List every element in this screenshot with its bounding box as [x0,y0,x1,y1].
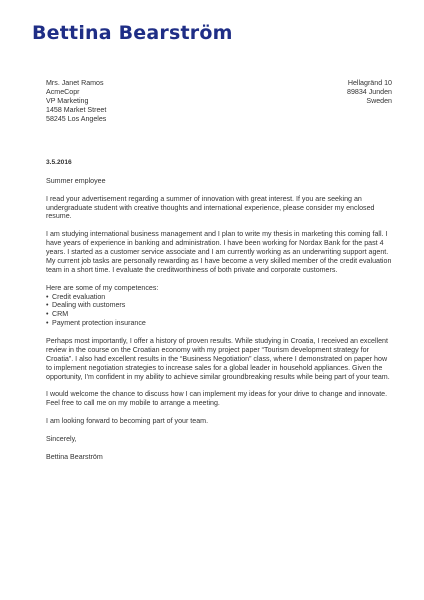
closing: Sincerely, [46,434,77,443]
list-item: • CRM [46,310,392,319]
competences-list [46,293,392,329]
sender-address [347,79,392,106]
recipient-company: AcmeCopr [46,87,80,96]
paragraph-meeting: I would welcome the chance to discuss how I can implement my ideas for your drive to change and innovate. Feel free to call me on my mobile to arrange a meeting. [46,390,388,408]
letter-subject: Summer employee [46,176,106,185]
sender-street: Hellagränd 10 [347,79,392,87]
sender-city: 89834 Junden [347,87,392,96]
letter-date: 3.5.2016 [46,159,72,166]
sender-country: Sweden [366,96,392,105]
recipient-address [46,79,106,124]
recipient-street: 1458 Market Street [46,105,107,114]
list-item: • Credit evaluation [46,293,392,302]
recipient-city: 58245 Los Angeles [46,114,107,123]
list-item: • Dealing with customers [46,301,392,310]
recipient-title: VP Marketing [46,96,89,105]
letter-body [46,159,392,471]
paragraph-intro: I read your advertisement regarding a summer of innovation with great interest. If you are seeking an undergraduate student with creative thoughts and international experience, please consider my enclosed resume. [46,194,375,221]
paragraph-results: Perhaps most importantly, I offer a history of proven results. While studying in Croatia, I received an excellent review in the course on the Croatian economy with my project paper “Tourism development strategy for Croatia”. I also had excellent results in the “Business Negotiation” class, where I demonstrated on paper how to implement negotiation strategies to increase sales for a global leader in household appliances. Given the opportunity, I’m confident in my ability to achieve similar groundbreaking results while being part of your team. [46,337,390,381]
signature-name: Bettina Bearström [46,452,103,461]
paragraph-looking-forward: I am looking forward to becoming part of your team. [46,417,209,426]
list-item: • Payment protection insurance [46,319,392,328]
paragraph-experience: I am studying international business management and I plan to write my thesis in marketing this coming fall. I have years of experience in banking and administration. I have been working for Nordax Bank for the past 4 years. I started as a customer service associate and I am currently working as an underwriting support agent. My current job tasks are personally rewarding as I have become a very skilled member of the credit evaluation team in a short time. I evaluate the creditworthiness of both private and corporate customers. [46,230,392,274]
competences-intro: Here are some of my competences: [46,283,159,292]
sender-name-heading: Bettina Bearström [32,22,233,44]
recipient-name: Mrs. Janet Ramos [46,79,104,87]
